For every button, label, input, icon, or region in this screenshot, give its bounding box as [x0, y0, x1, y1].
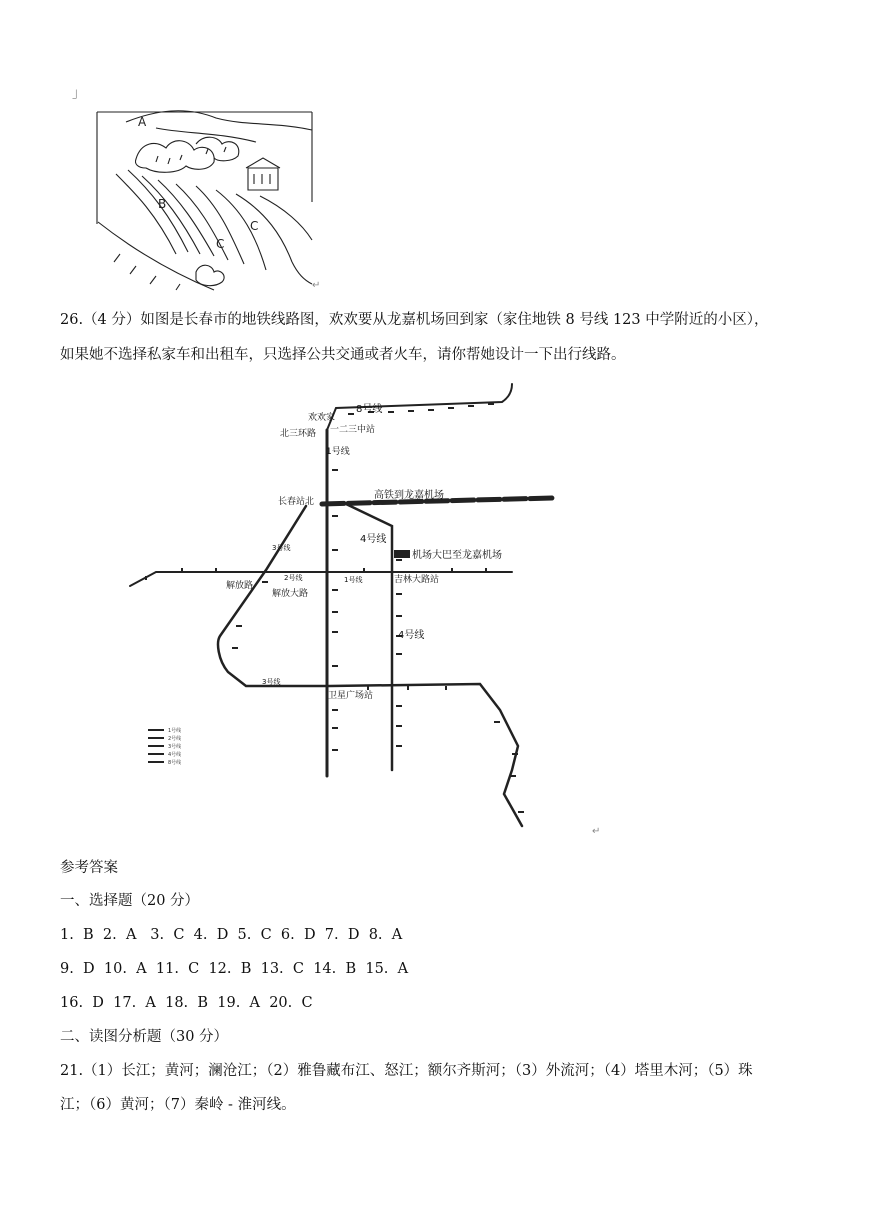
label-jilin: 吉林大路站 — [394, 575, 440, 585]
legend-line4: 4号线 — [168, 752, 182, 758]
metro-legend — [148, 727, 181, 766]
answers-row-3: 16. D 17. A 18. B 19. A 20. C — [60, 995, 313, 1011]
legend-line8: 8号线 — [168, 760, 182, 766]
answers-heading: 参考答案 — [60, 860, 118, 876]
label-line3-bottom: 3号线 — [262, 678, 281, 686]
label-line2: 2号线 — [284, 574, 303, 582]
label-weixing: 卫星广场站 — [328, 691, 374, 701]
answer-21-line1: 21.（1）长江；黄河；澜沧江；（2）雅鲁藏布江、怒江；额尔齐斯河；（3）外流河；（4）塔里木河；（5）珠 — [60, 1063, 753, 1079]
label-line4-top: 4号线 — [360, 534, 387, 545]
return-mark-2: ↵ — [592, 826, 601, 837]
label-line1: 1号线 — [326, 447, 350, 457]
label-line3: 3号线 — [272, 544, 291, 552]
label-home: 欢欢家 — [308, 413, 336, 423]
terraced-field-sketch — [96, 104, 314, 292]
corner-mark: 」 — [72, 86, 86, 101]
answers-section-1: 一、选择题（20 分） — [60, 893, 200, 909]
metro-map — [116, 380, 592, 832]
answers-row-2: 9. D 10. A 11. C 12. B 13. C 14. B 15. A — [60, 961, 409, 977]
label-b: B — [158, 197, 167, 211]
label-jiefang-ave: 解放大路 — [272, 589, 309, 599]
legend-line1: 1号线 — [168, 728, 182, 734]
label-line1-mid: 1号线 — [344, 576, 363, 584]
label-line4: 4号线 — [398, 630, 425, 641]
answers-section-2: 二、读图分析题（30 分） — [60, 1029, 229, 1045]
answers-row-1: 1. B 2. A 3. C 4. D 5. C 6. D 7. D 8. A — [60, 927, 403, 943]
label-jiefang: 解放路 — [226, 581, 254, 591]
label-c2: C — [216, 237, 225, 251]
metro-line-8 — [327, 384, 512, 430]
legend-line2: 2号线 — [168, 736, 182, 742]
label-changchun-north: 长春站北 — [278, 497, 315, 507]
answer-21-line2: 江；（6）黄河；（7）秦岭 - 淮河线。 — [60, 1097, 296, 1113]
question-26-line2: 如果她不选择私家车和出租车，只选择公共交通或者火车，请你帮她设计一下出行线路。 — [60, 347, 626, 363]
legend-line3: 3号线 — [168, 744, 182, 750]
metro-line-2 — [130, 572, 512, 586]
label-school: 一二三中站 — [330, 425, 376, 435]
question-26-line1: 26.（4 分）如图是长春市的地铁线路图，欢欢要从龙嘉机场回到家（家住地铁 8 号线 123 中学附近的小区）， — [60, 312, 769, 328]
bus-icon — [394, 550, 410, 558]
label-c1: C — [250, 219, 259, 233]
label-a: A — [138, 115, 147, 129]
label-line8: 8号线 — [356, 404, 383, 415]
return-mark: ↵ — [312, 280, 321, 291]
label-hsr: 高铁到龙嘉机场 — [374, 490, 444, 501]
label-bus: 机场大巴至龙嘉机场 — [412, 550, 502, 561]
label-beisan: 北三环路 — [280, 429, 317, 439]
